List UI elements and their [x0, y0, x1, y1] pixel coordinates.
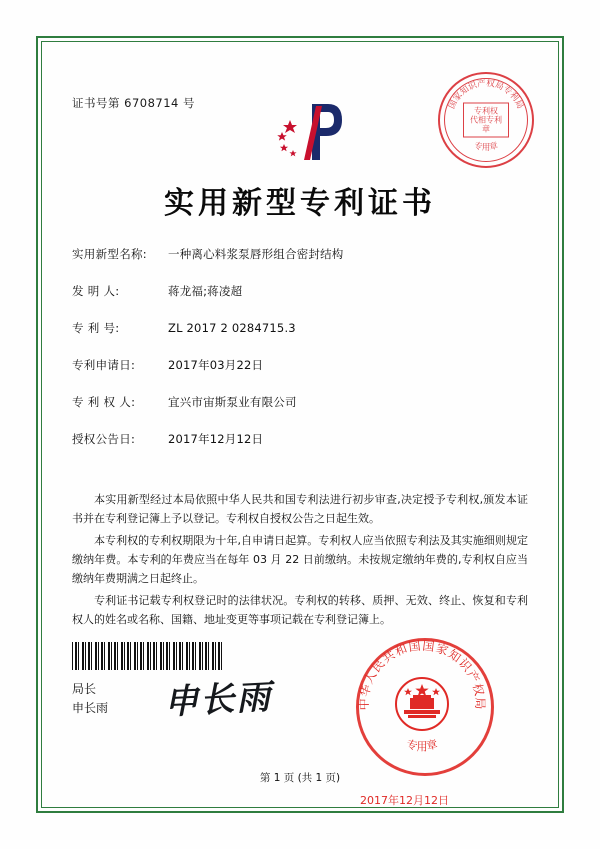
field-row	[72, 357, 532, 373]
field-label: 发 明 人:	[72, 284, 120, 298]
director-name: 申长雨	[72, 701, 109, 715]
field-value: 2017年12月12日	[168, 432, 264, 446]
legal-paragraph: 本专利权的专利权期限为十年,自申请日起算。专利权人应当依照专利法及其实施细则规定缴纳年费。本专利的年费应当在每年 03 月 22 日前缴纳。未按规定缴纳年费的,专利权自应当缴纳年费期满之日起终止。	[72, 534, 528, 585]
national-ip-office-seal	[356, 638, 492, 807]
field-row	[72, 431, 532, 447]
svg-text:中华人民共和国国家知识产权局: 中华人民共和国国家知识产权局	[356, 638, 488, 711]
certificate-number: 证书号第 6708714 号	[72, 96, 196, 110]
field-label: 专利申请日:	[72, 358, 136, 372]
certificate-content	[60, 60, 540, 807]
handwritten-signature: 申长雨	[163, 677, 274, 723]
field-value: 一种离心料浆泵唇形组合密封结构	[168, 247, 344, 261]
patent-logo-icon	[260, 98, 360, 166]
field-value: 2017年03月22日	[168, 358, 264, 372]
field-label: 专 利 权 人:	[72, 395, 136, 409]
seal-date: 2017年12月12日	[360, 794, 449, 807]
field-value: 宜兴市宙斯泵业有限公司	[168, 395, 297, 409]
field-label: 授权公告日:	[72, 432, 136, 446]
issuing-authority-seal	[438, 72, 534, 168]
svg-text:专用章: 专用章	[405, 737, 439, 753]
field-row	[72, 320, 532, 336]
field-label: 专 利 号:	[72, 321, 120, 335]
field-label: 实用新型名称:	[72, 247, 147, 261]
legal-paragraph: 专利证书记载专利权登记时的法律状况。专利权的转移、质押、无效、终止、恢复和专利权人的姓名或名称、国籍、地址变更等事项记载在专利登记簿上。	[72, 594, 528, 626]
svg-text:国家知识产权局专利局: 国家知识产权局专利局	[447, 78, 525, 111]
seal-graphics	[356, 638, 492, 788]
field-value: ZL 2017 2 0284715.3	[168, 321, 296, 335]
legal-paragraph: 本实用新型经过本局依照中华人民共和国专利法进行初步审查,决定授予专利权,颁发本证书并在专利登记簿上予以登记。专利权自授权公告之日起生效。	[72, 493, 528, 525]
barcode	[72, 642, 222, 670]
legal-text	[72, 490, 528, 632]
director-block	[72, 680, 108, 718]
field-row	[72, 283, 532, 299]
page-number: 第 1 页 (共 1 页)	[259, 772, 341, 784]
seal-center-text: 专利权 代相专利章	[463, 103, 509, 138]
page-title: 实用新型专利证书	[164, 186, 436, 221]
field-row	[72, 394, 532, 410]
director-label: 局长	[72, 682, 97, 696]
field-list	[72, 246, 532, 468]
svg-text:专用章: 专用章	[472, 140, 500, 153]
field-row	[72, 246, 532, 262]
field-value: 蒋龙福;蒋凌超	[168, 284, 243, 298]
